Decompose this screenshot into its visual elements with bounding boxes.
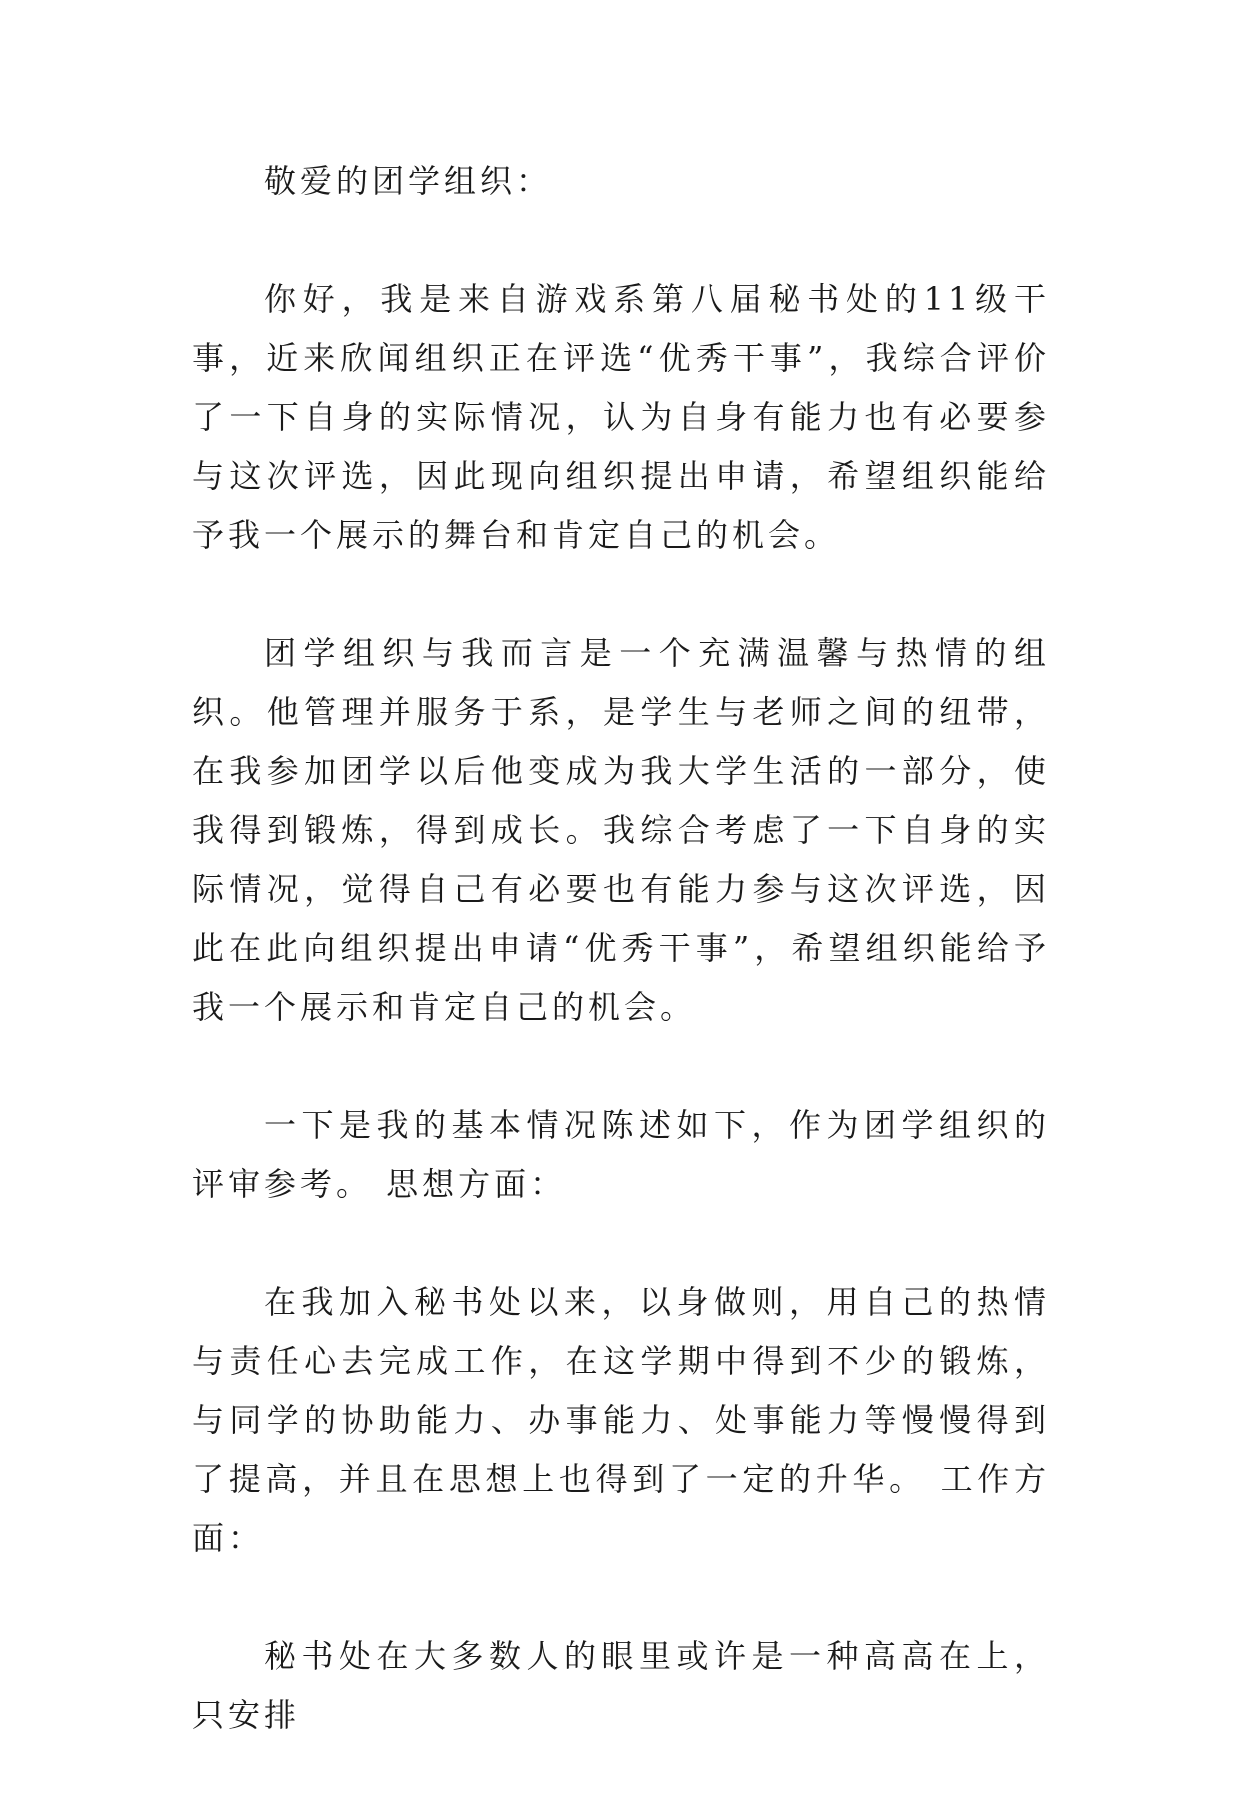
- paragraph-intro: 你好，我是来自游戏系第八届秘书处的11级干事，近来欣闻组织正在评选“优秀干事”，我综合评价了一下自身的实际情况，认为自身有能力也有必要参与这次评选，因此现向组织提出申请，希望组织能给予我一个展示的舞台和肯定自己的机会。: [192, 280, 1050, 554]
- paragraph-thought-heading: 一下是我的基本情况陈述如下，作为团学组织的评审参考。 思想方面：: [192, 1106, 1050, 1203]
- paragraph-thought: 在我加入秘书处以来，以身做则，用自己的热情与责任心去完成工作，在这学期中得到不少的锻炼，与同学的协助能力、办事能力、处事能力等慢慢得到了提高，并且在思想上也得到了一定的升华。 工作方面：: [192, 1283, 1050, 1557]
- paragraph-organization: 团学组织与我而言是一个充满温馨与热情的组织。他管理并服务于系，是学生与老师之间的纽带，在我参加团学以后他变成为我大学生活的一部分，使我得到锻炼，得到成长。我综合考虑了一下自身的实际情况，觉得自己有必要也有能力参与这次评选，因此在此向组织提出申请“优秀干事”，希望组织能给予我一个展示和肯定自己的机会。: [192, 634, 1050, 1026]
- letter-body: [192, 152, 1050, 1804]
- salutation: 敬爱的团学组织：: [264, 162, 553, 200]
- paragraph-work: 秘书处在大多数人的眼里或许是一种高高在上，只安排: [192, 1637, 1050, 1734]
